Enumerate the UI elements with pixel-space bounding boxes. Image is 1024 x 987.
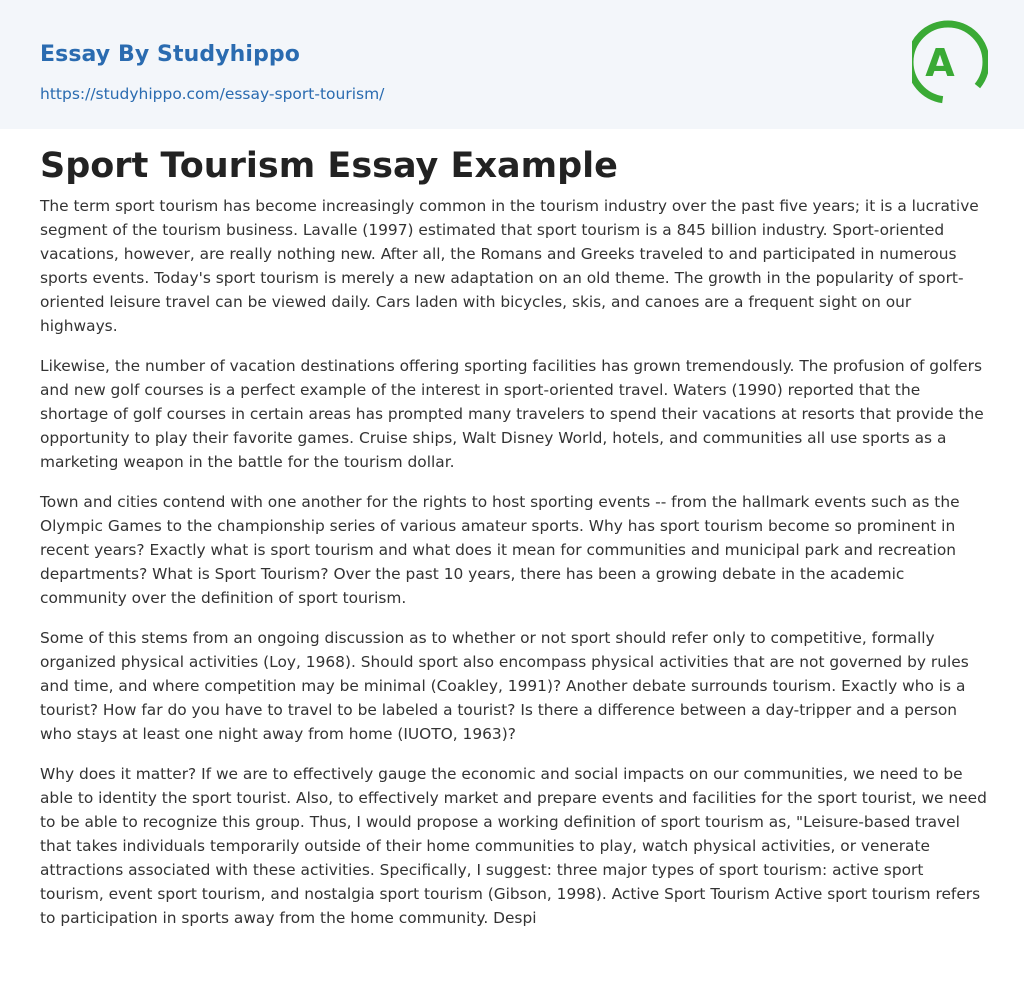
essay-body: [40, 194, 990, 946]
brand-title[interactable]: Essay By Studyhippo: [40, 42, 300, 67]
page-title: Sport Tourism Essay Example: [40, 146, 618, 186]
page-url-link[interactable]: https://studyhippo.com/essay-sport-tourism/: [40, 85, 385, 103]
paragraph: Some of this stems from an ongoing discussion as to whether or not sport should refer only to competitive, formally organized physical activities (Loy, 1968). Should sport also encompass physical activities that are not governed by rules and time, and where competition may be minimal (Coakley, 1991)? Another debate surrounds tourism. Exactly who is a tourist? How far do you have to travel to be labeled a tourist? Is there a difference between a day-tripper and a person who stays at least one night away from home (IUOTO, 1963)?: [40, 629, 969, 743]
paragraph: Why does it matter? If we are to effectively gauge the economic and social impacts on our communities, we need to be able to identity the sport tourist. Also, to effectively market and prepare events and facilities for the sport tourist, we need to be able to recognize this group. Thus, I would propose a working definition of sport tourism as, "Leisure-based travel that takes individuals temporarily outside of their home communities to play, watch physical activities, or venerate attractions associated with these activities. Specifically, I suggest: three major types of sport tourism: active sport tourism, event sport tourism, and nostalgia sport tourism (Gibson, 1998). Active Sport Tourism Active sport tourism refers to participation in sports away from the home community. Despi: [40, 765, 987, 927]
paragraph: The term sport tourism has become increasingly common in the tourism industry over the past five years; it is a lucrative segment of the tourism business. Lavalle (1997) estimated that sport tourism is a 845 billion industry. Sport-oriented vacations, however, are really nothing new. After all, the Romans and Greeks traveled to and participated in numerous sports events. Today's sport tourism is merely a new adaptation on an old theme. The growth in the popularity of sport-oriented leisure travel can be viewed daily. Cars laden with bicycles, skis, and canoes are a frequent sight on our highways.: [40, 197, 979, 335]
site-header: [0, 0, 1024, 129]
studyhippo-logo-icon[interactable]: [912, 18, 988, 106]
paragraph: Town and cities contend with one another for the rights to host sporting events -- from the hallmark events such as the Olympic Games to the championship series of various amateur sports. Why has sport tourism become so prominent in recent years? Exactly what is sport tourism and what does it mean for communities and municipal park and recreation departments? What is Sport Tourism? Over the past 10 years, there has been a growing debate in the academic community over the definition of sport tourism.: [40, 493, 960, 607]
logo-letter: A: [925, 41, 955, 85]
paragraph: Likewise, the number of vacation destinations offering sporting facilities has grown tremendously. The profusion of golfers and new golf courses is a perfect example of the interest in sport-oriented travel. Waters (1990) reported that the shortage of golf courses in certain areas has prompted many travelers to spend their vacations at resorts that provide the opportunity to play their favorite games. Cruise ships, Walt Disney World, hotels, and communities all use sports as a marketing weapon in the battle for the tourism dollar.: [40, 357, 984, 471]
